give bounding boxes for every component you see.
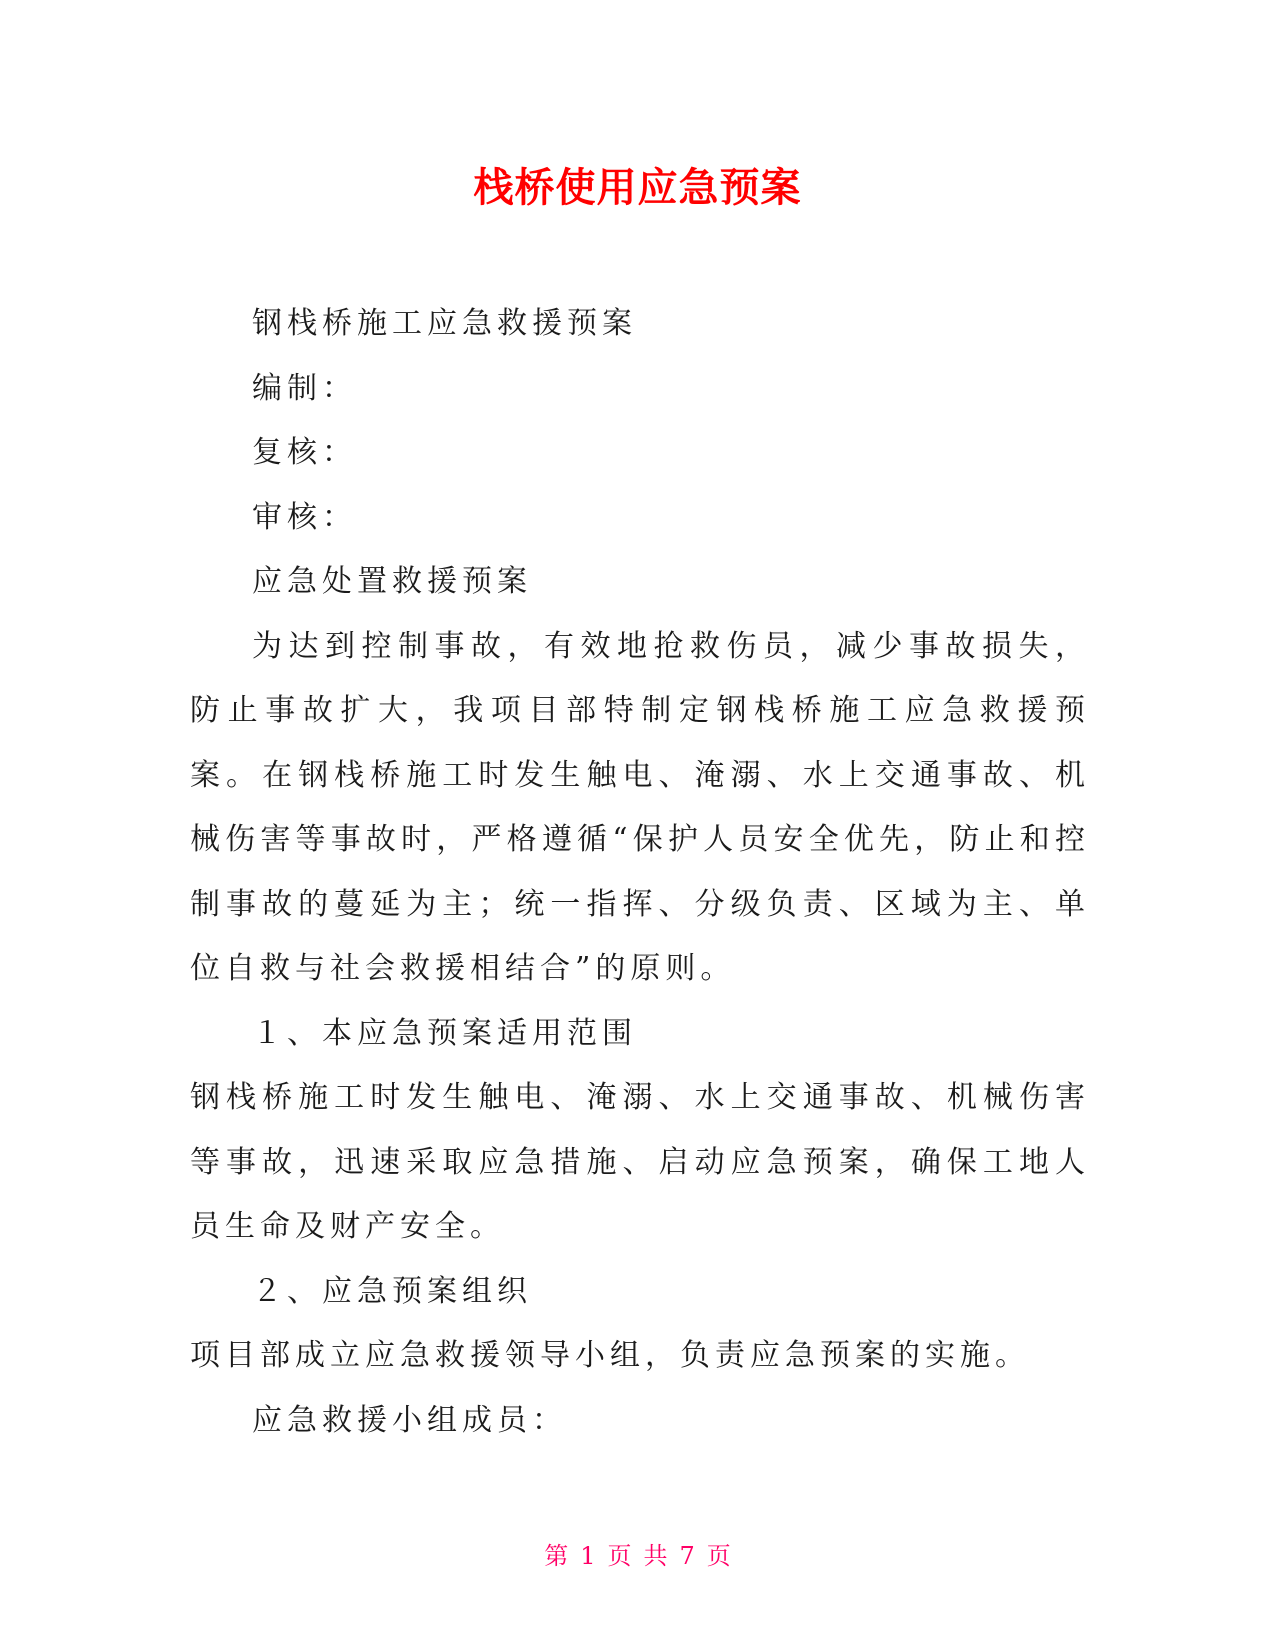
footer-suffix: 页 xyxy=(706,1542,731,1570)
review-label: 复核： xyxy=(252,435,357,470)
footer-total-pages: 7 xyxy=(679,1542,695,1570)
document-body xyxy=(190,292,1090,1453)
footer-prefix: 第 xyxy=(544,1542,569,1570)
footer-current-page: 1 xyxy=(580,1542,596,1570)
footer-page-word: 页 xyxy=(607,1542,632,1570)
members-label: 应急救援小组成员： xyxy=(252,1402,567,1438)
audit-label: 审核： xyxy=(252,499,357,535)
document-subtitle: 钢栈桥施工应急救援预案 xyxy=(252,306,637,341)
intro-paragraph: 为达到控制事故，有效地抢救伤员，减少事故损失，防止事故扩大，我项目部特制定钢栈桥施工应急救援预案。在钢栈桥施工时发生触电、淹溺、水上交通事故、机械伤害等事故时，严格遵循“保护人员安全优先，防止和控制事故的蔓延为主；统一指挥、分级负责、区域为主、单位自救与社会救援相结合”的原则。 xyxy=(190,628,1090,986)
compile-label: 编制： xyxy=(252,370,357,406)
section-heading: 应急处置救援预案 xyxy=(252,564,532,599)
heading-scope: １、本应急预案适用范围 xyxy=(252,1015,637,1051)
organization-paragraph: 项目部成立应急救援领导小组，负责应急预案的实施。 xyxy=(190,1338,1030,1373)
page-title: 栈桥使用应急预案 xyxy=(473,165,802,211)
page-footer xyxy=(0,1540,1275,1572)
footer-total-word: 共 xyxy=(643,1542,668,1570)
heading-organization: ２、应急预案组织 xyxy=(252,1273,532,1309)
scope-paragraph: 钢栈桥施工时发生触电、淹溺、水上交通事故、机械伤害等事故，迅速采取应急措施、启动应急预案，确保工地人员生命及财产安全。 xyxy=(190,1080,1090,1244)
